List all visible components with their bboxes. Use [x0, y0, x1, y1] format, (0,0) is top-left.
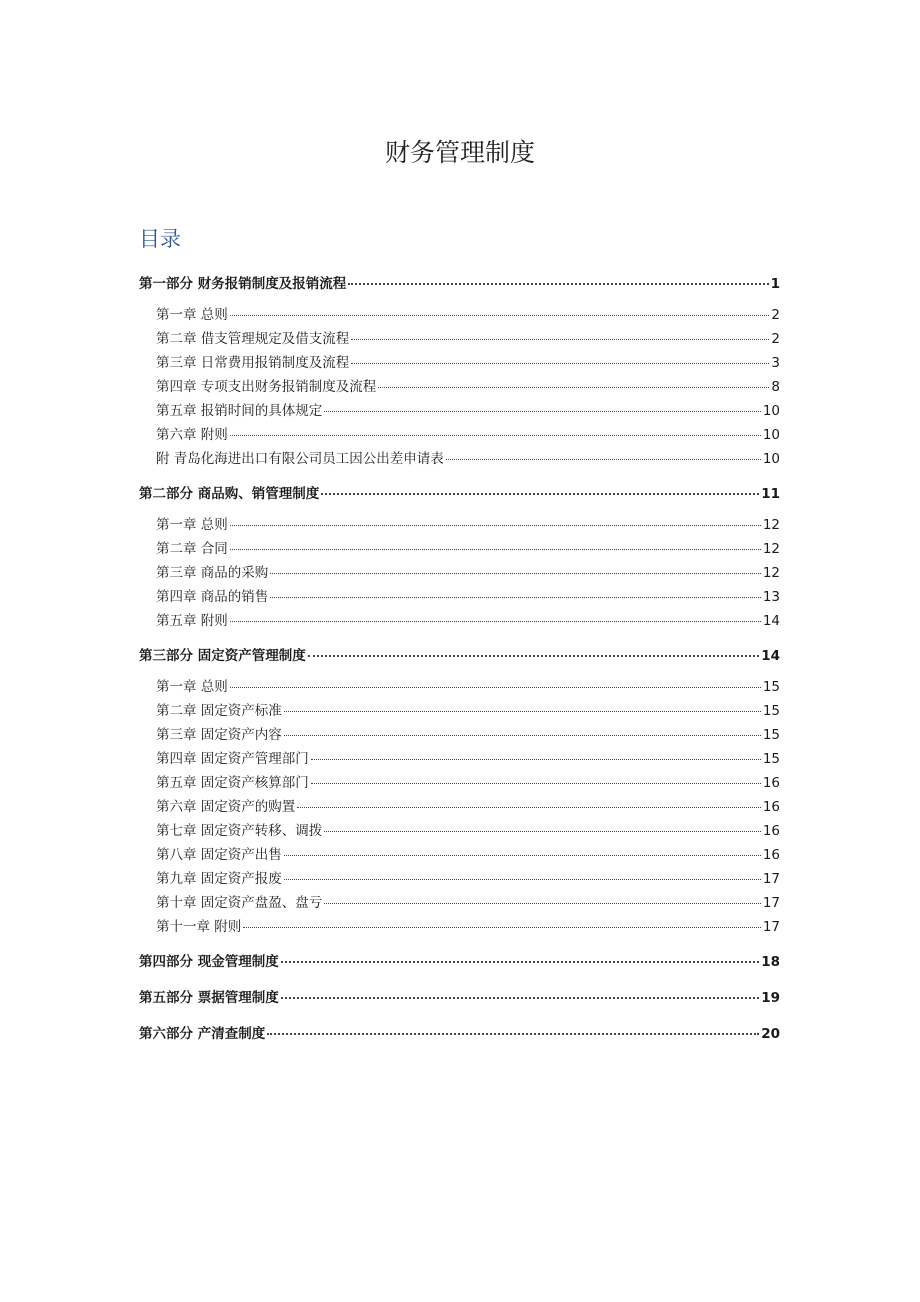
toc-entry-label: 第十一章 附则: [156, 919, 242, 935]
toc-dot-leader: [378, 387, 769, 388]
toc-dot-leader: [324, 831, 761, 832]
toc-chapter-entry[interactable]: [139, 915, 780, 939]
toc-chapter-entry[interactable]: [139, 303, 780, 327]
toc-page-number: 2: [771, 331, 780, 347]
toc-page-number: 15: [762, 751, 780, 767]
toc-dot-leader: [351, 339, 769, 340]
toc-chapter-entry[interactable]: [139, 747, 780, 771]
toc-part-entry[interactable]: [139, 1021, 780, 1047]
toc-page-number: 12: [762, 517, 780, 533]
toc-chapter-entry[interactable]: [139, 843, 780, 867]
toc-dot-leader: [230, 525, 761, 526]
toc-dot-leader: [281, 961, 760, 963]
toc-dot-leader: [284, 879, 761, 880]
toc-part-entry[interactable]: [139, 949, 780, 975]
toc-chapter-entry[interactable]: [139, 423, 780, 447]
toc-entry-label: 第五章 附则: [156, 613, 228, 629]
toc-part-entry[interactable]: [139, 271, 780, 297]
document-title: 财务管理制度: [384, 138, 535, 167]
toc-page-number: 17: [762, 895, 780, 911]
toc-chapter-entry[interactable]: [139, 327, 780, 351]
toc-entry-label: 第七章 固定资产转移、调拨: [156, 823, 323, 839]
toc-dot-leader: [311, 783, 761, 784]
toc-entry-label: 第二章 固定资产标准: [156, 703, 282, 719]
toc-chapter-entry[interactable]: [139, 537, 780, 561]
toc-dot-leader: [243, 927, 761, 928]
toc-dot-leader: [321, 493, 759, 495]
toc-entry-label: 第八章 固定资产出售: [156, 847, 282, 863]
toc-dot-leader: [230, 549, 761, 550]
toc-dot-leader: [297, 807, 761, 808]
toc-page-number: 12: [762, 541, 780, 557]
toc-entry-label: 第三章 日常费用报销制度及流程: [156, 355, 350, 371]
toc-part-entry[interactable]: [139, 643, 780, 669]
toc-entry-label: 第五章 报销时间的具体规定: [156, 403, 323, 419]
toc-entry-label: 第四章 固定资产管理部门: [156, 751, 309, 767]
toc-page-number: 16: [762, 775, 780, 791]
toc-entry-label: 第四章 专项支出财务报销制度及流程: [156, 379, 377, 395]
toc-page-number: 20: [761, 1026, 780, 1042]
toc-entry-label: 第三部分 固定资产管理制度: [139, 648, 306, 664]
toc-dot-leader: [284, 735, 761, 736]
toc-entry-label: 第六章 固定资产的购置: [156, 799, 296, 815]
toc-page-number: 14: [762, 613, 780, 629]
toc-entry-label: 第六章 附则: [156, 427, 228, 443]
toc-entry-label: 第五部分 票据管理制度: [139, 990, 279, 1006]
toc-entry-label: 第二章 借支管理规定及借支流程: [156, 331, 350, 347]
toc-dot-leader: [284, 855, 761, 856]
toc-chapter-entry[interactable]: [139, 399, 780, 423]
toc-page-number: 13: [762, 589, 780, 605]
toc-entry-label: 第二部分 商品购、销管理制度: [139, 486, 320, 502]
toc-entry-label: 第二章 合同: [156, 541, 228, 557]
toc-dot-leader: [311, 759, 761, 760]
toc-chapter-entry[interactable]: [139, 819, 780, 843]
toc-page-number: 16: [762, 823, 780, 839]
toc-chapter-entry[interactable]: [139, 795, 780, 819]
toc-dot-leader: [446, 459, 761, 460]
toc-page-number: 17: [762, 919, 780, 935]
toc-chapter-entry[interactable]: [139, 351, 780, 375]
toc-chapter-entry[interactable]: [139, 771, 780, 795]
toc-entry-label: 第一章 总则: [156, 307, 228, 323]
toc-page-number: 14: [761, 648, 780, 664]
toc-dot-leader: [267, 1033, 759, 1035]
toc-page-number: 12: [762, 565, 780, 581]
toc-chapter-entry[interactable]: [139, 513, 780, 537]
toc-chapter-entry[interactable]: [139, 699, 780, 723]
toc-page-number: 16: [762, 847, 780, 863]
toc-entry-label: 第三章 商品的采购: [156, 565, 269, 581]
toc-entry-label: 第一部分 财务报销制度及报销流程: [139, 276, 347, 292]
toc-dot-leader: [348, 283, 768, 285]
toc-entry-label: 第四章 商品的销售: [156, 589, 269, 605]
toc-page-number: 15: [762, 727, 780, 743]
toc-entry-label: 第五章 固定资产核算部门: [156, 775, 309, 791]
toc-dot-leader: [351, 363, 769, 364]
toc-chapter-entry[interactable]: [139, 723, 780, 747]
toc-dot-leader: [230, 435, 761, 436]
toc-page-number: 10: [762, 427, 780, 443]
toc-chapter-entry[interactable]: [139, 447, 780, 471]
toc-entry-label: 第四部分 现金管理制度: [139, 954, 279, 970]
toc-dot-leader: [281, 997, 760, 999]
toc-page-number: 11: [761, 486, 780, 502]
toc-entry-label: 第三章 固定资产内容: [156, 727, 282, 743]
toc-page-number: 10: [762, 403, 780, 419]
toc-page-number: 1: [770, 276, 780, 292]
toc-part-entry[interactable]: [139, 985, 780, 1011]
toc-page-number: 15: [762, 703, 780, 719]
toc-entry-label: 第一章 总则: [156, 679, 228, 695]
toc-page-number: 10: [762, 451, 780, 467]
toc-chapter-entry[interactable]: [139, 867, 780, 891]
toc-entry-label: 第十章 固定资产盘盈、盘亏: [156, 895, 323, 911]
toc-chapter-entry[interactable]: [139, 561, 780, 585]
toc-page-number: 15: [762, 679, 780, 695]
toc-dot-leader: [324, 903, 761, 904]
toc-chapter-entry[interactable]: [139, 585, 780, 609]
toc-entry-label: 第九章 固定资产报废: [156, 871, 282, 887]
toc-entry-label: 第六部分 产清查制度: [139, 1026, 266, 1042]
toc-dot-leader: [324, 411, 761, 412]
toc-dot-leader: [270, 597, 761, 598]
toc-chapter-entry[interactable]: [139, 375, 780, 399]
toc-page-number: 19: [761, 990, 780, 1006]
toc-entry-label: 第一章 总则: [156, 517, 228, 533]
toc-dot-leader: [230, 621, 761, 622]
toc-part-entry[interactable]: [139, 481, 780, 507]
table-of-contents: [139, 271, 780, 1047]
toc-page-number: 18: [761, 954, 780, 970]
toc-dot-leader: [308, 655, 760, 657]
toc-entry-label: 附 青岛化海进出口有限公司员工因公出差申请表: [156, 451, 444, 467]
toc-dot-leader: [284, 711, 761, 712]
toc-page-number: 16: [762, 799, 780, 815]
toc-chapter-entry[interactable]: [139, 609, 780, 633]
toc-chapter-entry[interactable]: [139, 675, 780, 699]
toc-heading: 目录: [139, 227, 181, 251]
toc-dot-leader: [230, 315, 770, 316]
toc-page-number: 2: [771, 307, 780, 323]
toc-page-number: 3: [771, 355, 780, 371]
toc-dot-leader: [230, 687, 761, 688]
toc-dot-leader: [270, 573, 761, 574]
toc-page-number: 8: [771, 379, 780, 395]
toc-page-number: 17: [762, 871, 780, 887]
toc-chapter-entry[interactable]: [139, 891, 780, 915]
